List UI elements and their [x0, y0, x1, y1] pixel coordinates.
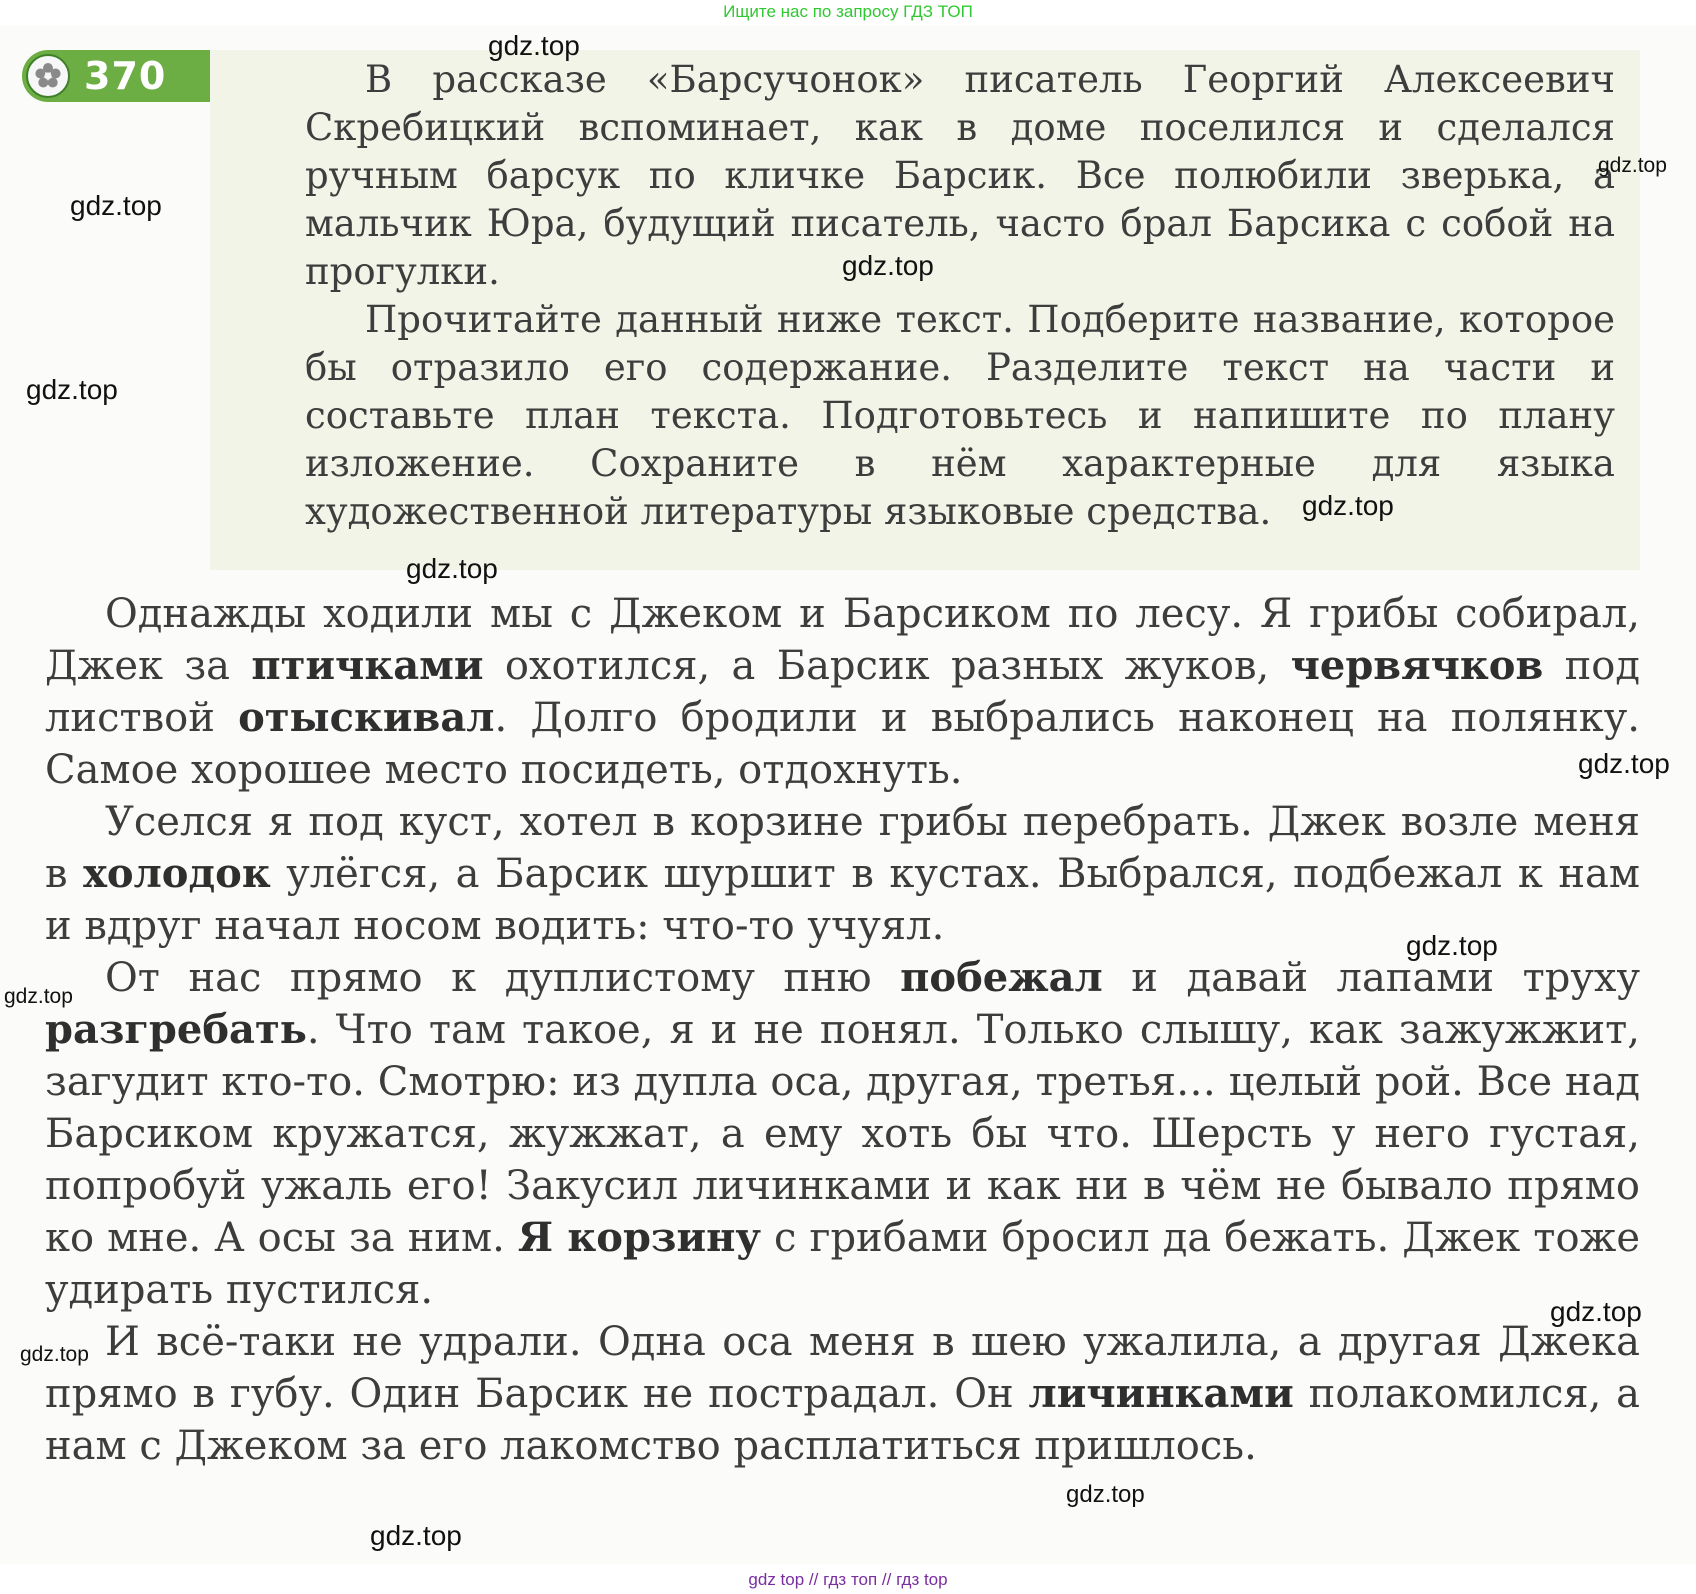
watermark: gdz.top	[1598, 154, 1667, 177]
task-paragraph-intro: В рассказе «Барсучонок» писатель Георгий Алексеевич Скребицкий вспоминает, как в доме поселился и сделался ручным барсук по кличке Барсик. Все полюбили зверька, а мальчик Юра, будущий писатель, часто брал Барсика с собой на прогулки.	[305, 58, 1615, 293]
watermark: gdz.top	[26, 374, 118, 405]
bold-word: разгребать	[45, 1006, 307, 1053]
bold-word: червячков	[1290, 642, 1544, 689]
watermark: gdz.top	[370, 1520, 462, 1551]
watermark: gdz.top	[1302, 490, 1394, 521]
bold-word: холодок	[83, 850, 271, 897]
story-text	[45, 588, 1640, 1472]
watermark: gdz.top	[1066, 1481, 1145, 1508]
watermark: gdz.top	[70, 190, 162, 221]
bold-word: личинками	[1028, 1370, 1294, 1417]
bottom-banner: gdz top // гдз топ // гдз top	[748, 1570, 948, 1589]
story-paragraph: И всё-таки не удрали. Одна оса меня в шею ужалила, а другая Джека прямо в губу. Один Барсик не пострадал. Он личинками полакомился, а нам с Джеком за его лакомство расплатиться пришлось.	[45, 1319, 1640, 1469]
task-instructions	[305, 56, 1615, 536]
watermark: gdz.top	[1578, 748, 1670, 779]
story-paragraph: От нас прямо к дуплистому пню побежал и давай лапами труху разгребать. Что там такое, я и не понял. Только слышу, как зажужжит, загудит кто-то. Смотрю: из дупла оса, другая, третья… целый рой. Все над Барсиком кружатся, жужжат, а ему хоть бы что. Шерсть у него густая, попробуй ужаль его! Закусил личинками и как ни в чём не бывало прямо ко мне. А осы за ним. Я корзину с грибами бросил да бежать. Джек тоже удирать пустился.	[45, 954, 1640, 1313]
watermark: gdz.top	[488, 30, 580, 61]
bold-word: Я корзину	[517, 1214, 762, 1261]
watermark: gdz.top	[4, 985, 73, 1008]
top-banner: Ищите нас по запросу ГДЗ ТОП	[723, 2, 973, 21]
task-number: 370	[84, 54, 167, 98]
bold-word: отыскивал	[238, 694, 495, 741]
bold-word: побежал	[900, 954, 1103, 1001]
bold-word: птичками	[251, 642, 484, 689]
watermark: gdz.top	[20, 1343, 89, 1366]
watermark: gdz.top	[406, 553, 498, 584]
story-paragraph: Однажды ходили мы с Джеком и Барсиком по лесу. Я грибы собирал, Джек за птичками охотился, а Барсик разных жуков, червячков под листвой отыскивал. Долго бродили и выбрались наконец на полянку. Самое хорошее место посидеть, отдохнуть.	[45, 591, 1640, 793]
story-paragraph: Уселся я под куст, хотел в корзине грибы перебрать. Джек возле меня в холодок улёгся, а Барсик шуршит в кустах. Выбрался, подбежал к нам и вдруг начал носом водить: что-то учуял.	[45, 799, 1641, 949]
watermark: gdz.top	[842, 250, 934, 281]
watermark: gdz.top	[1550, 1296, 1642, 1327]
task-paragraph-assignment: Прочитайте данный ниже текст. Подберите название, которое бы отразило его содержание. Разделите текст на части и составьте план текста. Подготовьтесь и напишите по плану изложение. Сохраните в нём характерные для языка художественной литературы языковые средства.	[305, 298, 1615, 533]
flower-icon	[26, 54, 70, 98]
watermark: gdz.top	[1406, 930, 1498, 961]
task-number-badge	[22, 50, 210, 102]
